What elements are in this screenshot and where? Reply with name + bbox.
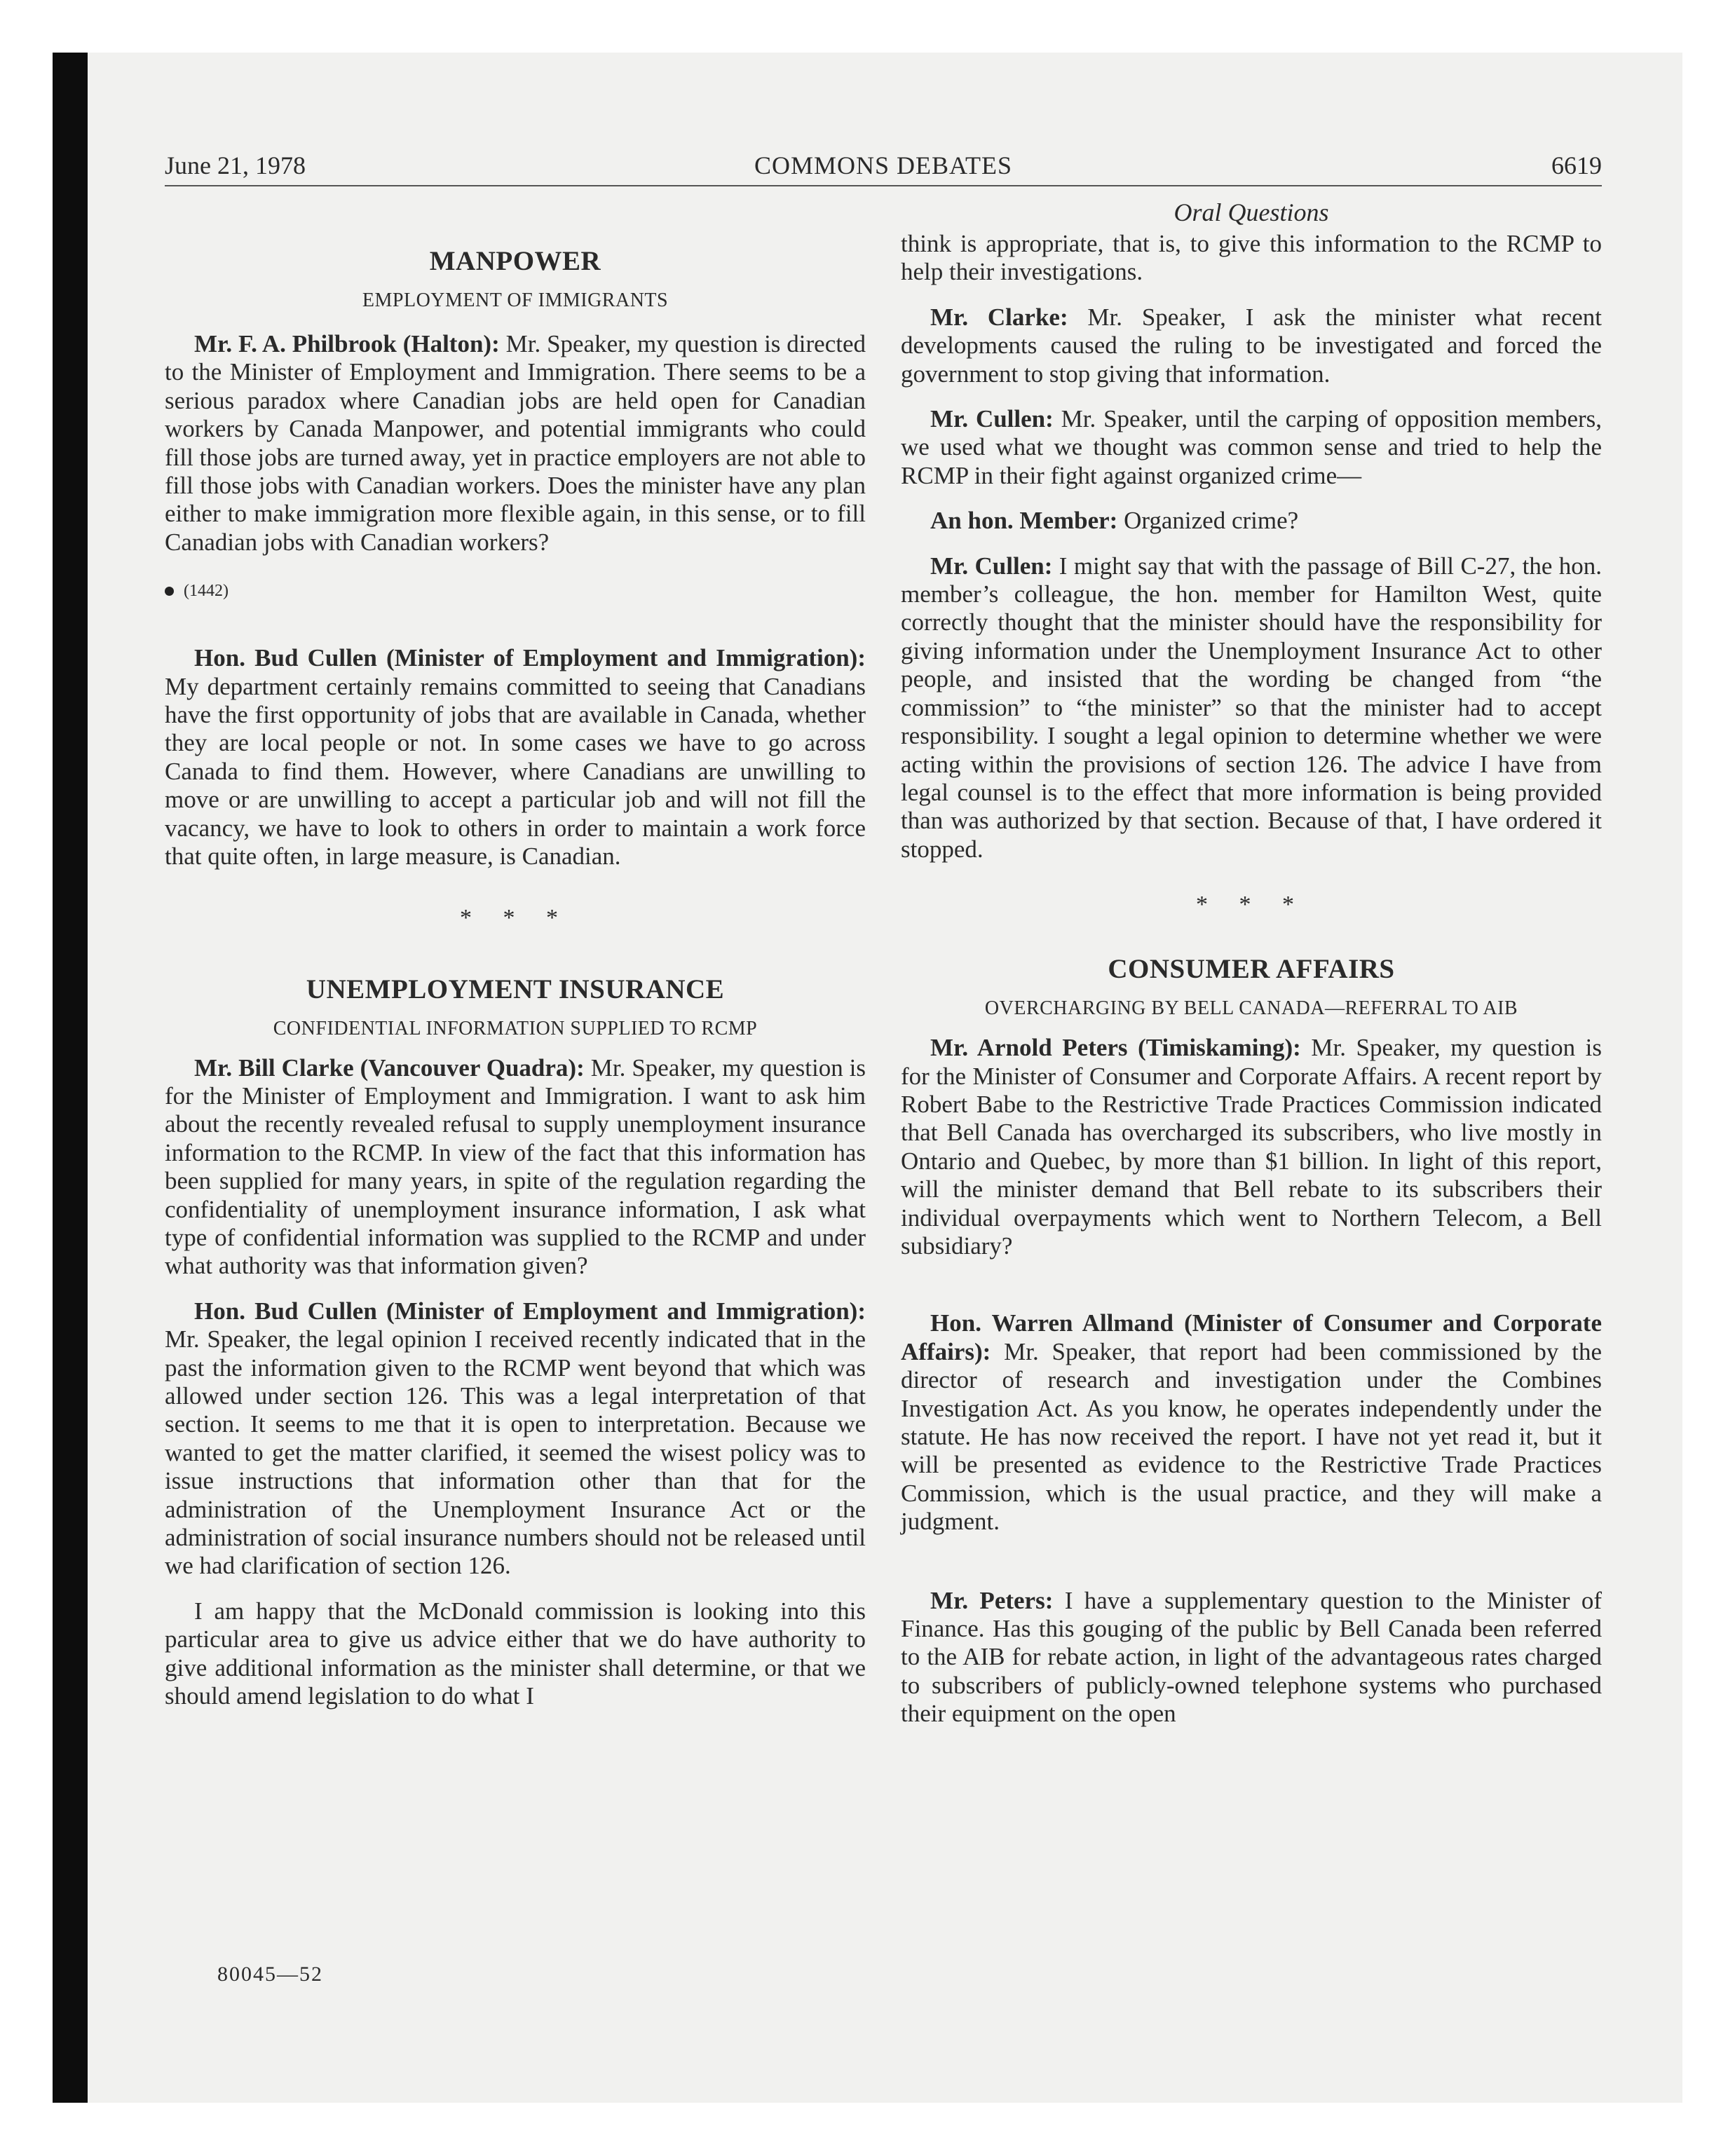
bullet-icon	[165, 587, 174, 596]
speaker-name: Mr. Clarke:	[930, 303, 1068, 331]
speech-text: Organized crime?	[1124, 507, 1299, 535]
page-footer-code: 80045—52	[217, 1963, 323, 1986]
speaker-name: Hon. Warren Allmand (Minister of Consumer and Corporate Affairs):	[901, 1309, 1602, 1365]
speech-paragraph	[901, 1309, 1602, 1536]
section-separator: * * *	[460, 904, 571, 931]
speech-text: Mr. Speaker, my question is directed to the Minister of Employment and Immigration. There seems to be a serious paradox where Canadian jobs are held open for Canadian workers by Canada Manpower, and potential immigrants who could fill those jobs are turned away, yet in practice employers are not able to fill those jobs with Canadian workers. Does the minister have any plan either to make immigration more flexible again, in this sense, or to fill Canadian jobs with Canadian workers?	[165, 330, 866, 556]
time-marker-text: (1442)	[184, 582, 229, 601]
speech-paragraph	[165, 644, 866, 871]
speaker-name: Hon. Bud Cullen (Minister of Employment and Immigration):	[194, 644, 866, 672]
section-subheading: CONFIDENTIAL INFORMATION SUPPLIED TO RCMP	[273, 1017, 758, 1039]
publication-title: COMMONS DEBATES	[754, 151, 1013, 179]
speech-paragraph	[901, 303, 1602, 388]
speech-text: Mr. Speaker, my question is for the Minister of Employment and Immigration. I want to ask him about the recently revealed refusal to supply unemployment insurance information to the RCMP. In view of the fact that this information has been supplied for many years, in spite of the regulation regarding the confidentiality of unemployment insurance information, I ask what type of confidential information was supplied to the RCMP and under what authority was that information given?	[165, 1053, 866, 1280]
speech-paragraph	[165, 330, 866, 557]
speech-paragraph	[901, 405, 1602, 490]
speech-paragraph	[165, 1297, 866, 1581]
section-label: Oral Questions	[1173, 198, 1329, 226]
document-page	[165, 147, 1602, 2040]
speech-text: Mr. Speaker, until the carping of opposition members, we used what we thought was common sense and tried to help the RCMP in their fight against organized crime—	[901, 405, 1603, 489]
speech-text: My department certainly remains committed to seeing that Canadians have the first opportunity of jobs that are available in Canada, whether they are local people or not. In some cases we have to go across Canada to find them. However, where Canadians are unwilling to move or are unwilling to accept a particular job and will not fill the vacancy, we have to look to others in order to maintain a work force that quite often, in large measure, is Canadian.	[165, 672, 866, 871]
speech-text: I have a supplementary question to the Minister of Finance. Has this gouging of the public by Bell Canada been referred to the AIB for rebate action, in light of the advantageous rates charged to subscribers of publicly-owned telephone systems who purchased their equipment on the open	[901, 1586, 1602, 1728]
speech-paragraph	[165, 1054, 866, 1281]
speech-text: Mr. Speaker, that report had been commissioned by the director of research and investigation under the Combines Investigation Act. As you know, he operates independently under the statute. He has now received the report. I have not yet read it, but it will be presented as evidence to the Restrictive Trade Practices Commission, which is the usual practice, and they will make a judgment.	[901, 1337, 1602, 1536]
speech-paragraph: I am happy that the McDonald commission is looking into this particular area to give us advice either that we do have authority to give additional information as the minister shall determine, or that we should amend legislation to do what I	[165, 1597, 866, 1710]
speech-text: I might say that with the passage of Bill C-27, the hon. member’s colleague, the hon. member for Hamilton West, quite correctly thought that the minister should have the responsibility for giving information under the Unemployment Insurance Act to other people, and insisted that the wording be changed from “the commission” to “the minister” so that the minister had to accept responsibility. I sought a legal opinion to determine whether we were acting within the provisions of section 126. The advice I have from legal counsel is to the effect that more information is being provided than was authorized by that section. Because of that, I have ordered it stopped.	[901, 552, 1603, 863]
speech-text: Mr. Speaker, my question is for the Minister of Consumer and Corporate Affairs. A recent report by Robert Babe to the Restrictive Trade Practices Commission indicated that Bell Canada has overcharged its subscribers, who live mostly in Ontario and Quebec, by more than $1 billion. In light of this report, will the minister demand that Bell rebate to its subscribers their individual overpayments which went to Northern Telecom, a Bell subsidiary?	[901, 1034, 1602, 1260]
speaker-name: Mr. Peters:	[930, 1586, 1054, 1614]
page-date: June 21, 1978	[165, 151, 306, 179]
speech-text: Mr. Speaker, I ask the minister what recent developments caused the ruling to be investigated and forced the government to stop giving that information.	[901, 303, 1603, 388]
section-separator: * * *	[1196, 892, 1307, 918]
speech-paragraph	[901, 1587, 1602, 1728]
speech-text: Mr. Speaker, the legal opinion I received recently indicated that in the past the information given to the RCMP went beyond that which was allowed under section 126. This was a legal interpretation of that section. It seems to me that it is open to interpretation. Because we wanted to get the matter clarified, it seemed the wisest policy was to issue instructions that information other than that for the administration of the Unemployment Insurance Act or the administration of social insurance numbers should not be released until we had clarification of section 126.	[165, 1325, 866, 1580]
section-subheading: EMPLOYMENT OF IMMIGRANTS	[362, 289, 669, 311]
time-marker	[165, 582, 866, 601]
right-column	[901, 147, 1602, 1728]
speaker-name: Mr. F. A. Philbrook (Halton):	[194, 330, 500, 357]
binding-edge	[53, 53, 88, 2103]
section-subheading: OVERCHARGING BY BELL CANADA—REFERRAL TO AIB	[984, 997, 1518, 1020]
section-heading: MANPOWER	[429, 246, 601, 276]
section-heading: UNEMPLOYMENT INSURANCE	[306, 974, 725, 1004]
speaker-name: Mr. Cullen:	[930, 552, 1053, 580]
speech-paragraph	[901, 507, 1602, 535]
speaker-name: Mr. Arnold Peters (Timiskaming):	[930, 1034, 1301, 1062]
speaker-name: Mr. Cullen:	[930, 405, 1054, 433]
section-heading: CONSUMER AFFAIRS	[1108, 954, 1395, 985]
page-number: 6619	[1551, 151, 1602, 179]
speech-paragraph	[901, 1034, 1602, 1260]
speech-paragraph: think is appropriate, that is, to give this information to the RCMP to help their investigations.	[901, 230, 1602, 286]
left-column	[165, 147, 866, 1710]
speech-paragraph	[901, 552, 1602, 864]
speaker-name: An hon. Member:	[930, 507, 1118, 535]
speaker-name: Mr. Bill Clarke (Vancouver Quadra):	[194, 1053, 585, 1082]
speaker-name: Hon. Bud Cullen (Minister of Employment and Immigration):	[194, 1297, 866, 1325]
